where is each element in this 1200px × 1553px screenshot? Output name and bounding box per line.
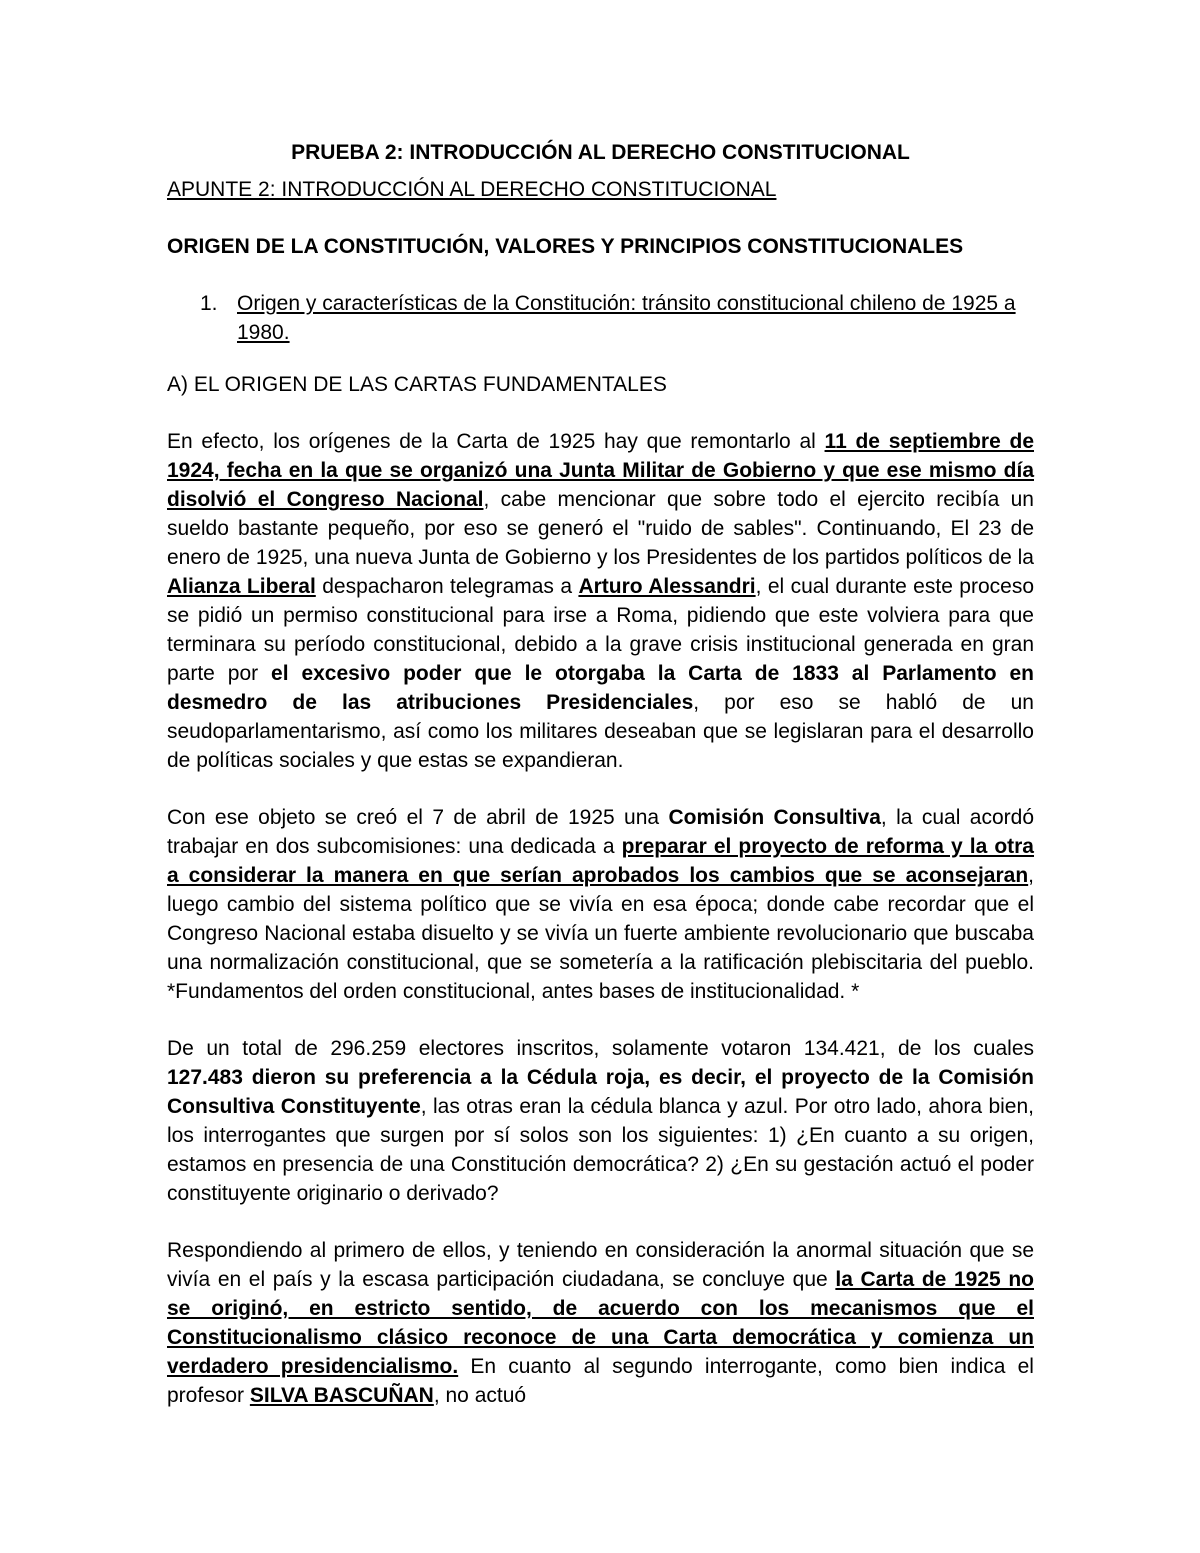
sub-heading: A) EL ORIGEN DE LAS CARTAS FUNDAMENTALES [167,373,667,396]
p1-emphasis-date: 11 de septiembre de 1924, fecha en la que se organizó una Junta Militar de Gobierno y que ese mismo día disolvió el Congreso Nacional [167,430,1034,511]
p2-emphasis-subcomisiones: preparar el proyecto de reforma y la otra a considerar la manera en que serían aprobados los cambios que se aconsejaran [167,835,1034,887]
numbered-list-item [167,289,1034,347]
paragraph-3 [167,1034,1034,1208]
p1-emphasis-alessandri: Arturo Alessandri [578,575,756,598]
p2-text: Con ese objeto se creó el 7 de abril de 1925 una [167,806,669,829]
p3-text: De un total de 296.259 electores inscritos, solamente votaron 134.421, de los cuales [167,1037,1034,1060]
p1-bold-excesivo-poder: el excesivo poder que le otorgaba la Carta de 1833 al Parlamento en desmedro de las atribuciones Presidenciales [167,662,1034,714]
p2-bold-comision: Comisión Consultiva [668,806,881,829]
p2-text: , luego cambio del sistema político que se vivía en esa época; donde cabe recordar que el Congreso Nacional estaba disuelto y se vivía un fuerte ambiente revolucionario que buscaba una normalización constitucional, que se sometería a la ratificación plebiscitaria del pueblo. *Fundamentos del orden constitucional, antes bases de institucionalidad. * [167,864,1034,1003]
paragraph-1 [167,427,1034,775]
p4-text: Respondiendo al primero de ellos, y teniendo en consideración la anormal situación que se vivía en el país y la escasa participación ciudadana, se concluye que [167,1239,1034,1291]
p1-text: , el cual durante este proceso se pidió un permiso constitucional para irse a Roma, pidiendo que este volviera para que terminara su período constitucional, debido a la grave crisis institucional generada en gran parte por [167,575,1034,685]
section-heading: ORIGEN DE LA CONSTITUCIÓN, VALORES Y PRINCIPIOS CONSTITUCIONALES [167,235,964,258]
p4-emphasis-conclusion: la Carta de 1925 no se originó, en estricto sentido, de acuerdo con los mecanismos que el Constitucionalismo clásico reconoce de una Carta democrática y comienza un verdadero presidencialismo. [167,1268,1034,1378]
list-item-text: Origen y características de la Constitución: tránsito constitucional chileno de 1925 a 1980. [237,292,1016,344]
p1-text: En efecto, los orígenes de la Carta de 1925 hay que remontarlo al [167,430,825,453]
p3-text: , las otras eran la cédula blanca y azul. Por otro lado, ahora bien, los interrogantes que surgen por sí solos son los siguientes: 1) ¿En cuanto a su origen, estamos en presencia de una Constitución democrática? 2) ¿En su gestación actuó el poder constituyente originario o derivado? [167,1095,1034,1205]
paragraph-4 [167,1236,1034,1410]
p4-text: , no actuó [433,1384,527,1407]
p1-text: despacharon telegramas a [315,575,579,598]
paragraph-2 [167,803,1034,1006]
document-title: PRUEBA 2: INTRODUCCIÓN AL DERECHO CONSTITUCIONAL [291,141,910,164]
p2-text: , la cual acordó trabajar en dos subcomisiones: una dedicada a [167,806,1035,858]
p4-emphasis-silva: SILVA BASCUÑAN [249,1384,434,1407]
p1-text: , cabe mencionar que sobre todo el ejercito recibía un sueldo bastante pequeño, por eso se generó el "ruido de sables". Continuando, El 23 de enero de 1925, una nueva Junta de Gobierno y los Presidentes de los partidos políticos de la [167,488,1034,569]
list-item-number: 1. [200,292,218,315]
p3-bold-cedula-roja: 127.483 dieron su preferencia a la Cédula roja, es decir, el proyecto de la Comisión Consultiva Constituyente [167,1066,1034,1118]
p1-text: , por eso se habló de un seudoparlamentarismo, así como los militares deseaban que se legislaran para el desarrollo de políticas sociales y que estas se expandieran. [167,691,1034,772]
p4-text: En cuanto al segundo interrogante, como bien indica el profesor [167,1355,1034,1407]
document-subtitle: APUNTE 2: INTRODUCCIÓN AL DERECHO CONSTITUCIONAL [167,178,777,201]
p1-emphasis-alianza: Alianza Liberal [167,575,316,598]
